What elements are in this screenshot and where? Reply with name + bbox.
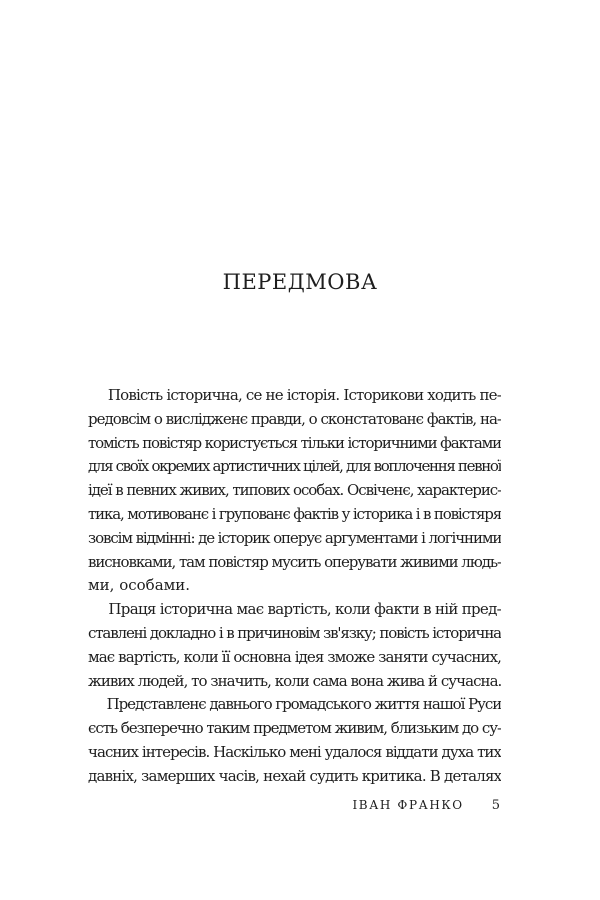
text-line: має вартість, коли її основна ідея зможе заняти сучасних, xyxy=(88,647,501,666)
text-line: зовсім відмінні: де історик оперує аргументами і логічними xyxy=(88,528,501,547)
page-footer xyxy=(352,798,500,813)
body-text xyxy=(88,384,501,789)
running-footer-author: ІВАН ФРАНКО xyxy=(352,798,464,812)
text-line: ми, особами. xyxy=(88,576,191,595)
page-number: 5 xyxy=(491,798,500,813)
text-line: для своїх окремих артистичних цілей, для воплочення певної xyxy=(88,457,501,476)
page-title: ПЕРЕДМОВА xyxy=(222,270,378,294)
text-line: Праця історична має вартість, коли факти в ній пред- xyxy=(88,600,501,619)
text-line: висновками, там повістяр мусить оперувати живими людь- xyxy=(88,552,501,571)
text-line: часних інтересів. Наскілько мені удалося віддати духа тих xyxy=(88,742,501,761)
text-line: Представленє давнього громадського життя нашої Руси xyxy=(88,695,501,714)
text-line: ідеї в певних живих, типових особах. Освіченє, характерис- xyxy=(88,481,501,500)
text-line: томість повістяр користується тільки історичними фактами xyxy=(88,433,501,452)
text-line: Повість історична, се не історія. Історикови ходить пе- xyxy=(88,386,501,404)
text-line: живих людей, то значить, коли сама вона жива й сучасна. xyxy=(88,671,501,690)
text-line: давніх, замерших часів, нехай судить критика. В деталях xyxy=(88,766,501,785)
text-line: ставлені докладно і в причиновім зв'язку; повість історична xyxy=(88,623,501,642)
text-line: тика, мотивованє і групованє фактів у історика і в повістяря xyxy=(88,504,501,523)
text-line: єсть безперечно таким предметом живим, близьким до су- xyxy=(88,719,501,738)
text-line: редовсім о вислідженє правди, о сконстатованє фактів, на- xyxy=(88,409,501,428)
